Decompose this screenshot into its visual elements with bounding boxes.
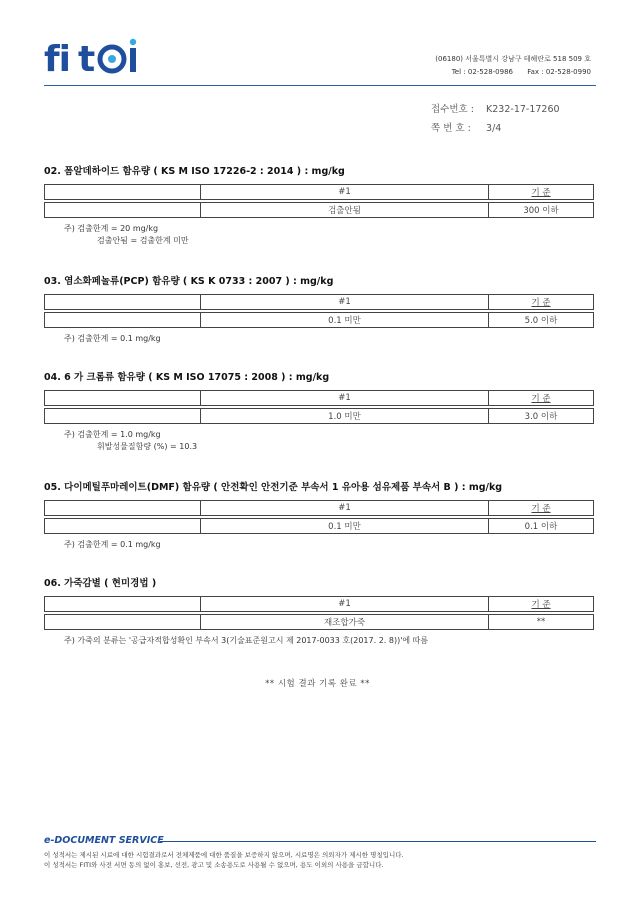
- section-dmf: [44, 481, 594, 551]
- disclaimer-line: 이 성적서는 제시된 시료에 대한 시험결과로서 전체제품에 대한 품질을 보증하지 않으며, 시료명은 의뢰자가 제시한 명칭입니다.: [44, 851, 404, 859]
- result-table: [44, 500, 594, 534]
- report-meta: [431, 100, 560, 138]
- sample-header: #1: [201, 597, 489, 612]
- standard-header: 기 준: [531, 504, 551, 514]
- standard-value: 300 이하: [489, 203, 594, 218]
- note-line: 검출안됨 = 검출한계 미만: [97, 236, 189, 245]
- result-value: 0.1 미만: [201, 519, 489, 534]
- sample-header: #1: [201, 391, 489, 406]
- section-chromium: [44, 371, 594, 453]
- section-leather: [44, 577, 594, 647]
- result-value: 1.0 미만: [201, 409, 489, 424]
- section-formaldehyde: [44, 165, 594, 247]
- standard-value: 0.1 이하: [489, 519, 594, 534]
- section-notes: [44, 539, 594, 551]
- company-address-block: [435, 53, 591, 79]
- note-line: 주) 가죽의 분류는 '공급자적합성확인 부속서 3(기술표준원고시 제 2017-0033 호(2017. 2. 8))'에 따름: [64, 636, 429, 645]
- standard-header: 기 준: [531, 394, 551, 404]
- section-title: 02. 폼알데하이드 함유량 ( KS M ISO 17226-2 : 2014 ) : mg/kg: [44, 166, 345, 177]
- note-line: 주) 검출한계 = 0.1 mg/kg: [64, 540, 161, 549]
- section-title: 03. 염소화페놀류(PCP) 함유량 ( KS K 0733 : 2007 ) : mg/kg: [44, 276, 334, 287]
- standard-value: 3.0 이하: [489, 409, 594, 424]
- note-line: 주) 검출한계 = 0.1 mg/kg: [64, 334, 161, 343]
- note-line: 휘발성물질함량 (%) = 10.3: [97, 442, 198, 451]
- result-value: 검출안됨: [201, 203, 489, 218]
- svg-text:fi: fi: [44, 39, 71, 78]
- section-title: 05. 다이메틸푸마레이트(DMF) 함유량 ( 안전확인 안전기준 부속서 1 유아용 섬유제품 부속서 B ) : mg/kg: [44, 482, 503, 493]
- section-notes: [44, 333, 594, 345]
- standard-header: 기 준: [531, 298, 551, 308]
- page-label: 쪽 번 호 :: [431, 123, 471, 134]
- footer-disclaimer: [44, 850, 404, 870]
- fiti-logo: [44, 38, 146, 78]
- section-title: 04. 6 가 크롬류 함유량 ( KS M ISO 17075 : 2008 ) : mg/kg: [44, 372, 330, 383]
- sample-header: #1: [201, 295, 489, 310]
- result-value: 재조합가죽: [201, 615, 489, 630]
- note-line: 주) 검출한계 = 20 mg/kg: [64, 224, 159, 233]
- result-table: [44, 294, 594, 328]
- section-notes: [44, 429, 594, 453]
- result-table: [44, 390, 594, 424]
- result-table: [44, 184, 594, 218]
- section-notes: [44, 635, 594, 647]
- note-line: 주) 검출한계 = 1.0 mg/kg: [64, 430, 161, 439]
- end-of-results: ** 시험 결과 기록 완료 **: [265, 679, 370, 689]
- result-value: 0.1 미만: [201, 313, 489, 328]
- sample-header: #1: [201, 501, 489, 516]
- section-title: 06. 가죽감별 ( 현미경법 ): [44, 578, 157, 589]
- section-pcp: [44, 275, 594, 345]
- standard-value: **: [489, 615, 594, 630]
- section-notes: [44, 223, 594, 247]
- header-divider: [44, 85, 596, 86]
- page-value: 3/4: [486, 123, 502, 134]
- fax-text: Fax : 02-528-0990: [527, 68, 591, 76]
- standard-header: 기 준: [531, 188, 551, 198]
- tel-text: Tel : 02-528-0986: [451, 68, 513, 76]
- receipt-value: K232-17-17260: [486, 104, 560, 115]
- svg-text:t: t: [78, 39, 96, 78]
- e-document-service-title: e-DOCUMENT SERVICE: [44, 835, 164, 846]
- standard-value: 5.0 이하: [489, 313, 594, 328]
- address-text: (06180) 서울특별시 강남구 테헤란로 518 509 호: [435, 55, 591, 63]
- disclaimer-line: 이 성적서는 FITI와 사전 서면 동의 없이 홍보, 선전, 광고 및 소송용도로 사용될 수 없으며, 용도 이외의 사용을 금합니다.: [44, 861, 384, 869]
- result-table: [44, 596, 594, 630]
- standard-header: 기 준: [531, 600, 551, 610]
- footer-divider: [160, 841, 596, 842]
- receipt-label: 접수번호 :: [431, 104, 474, 115]
- sample-header: #1: [201, 185, 489, 200]
